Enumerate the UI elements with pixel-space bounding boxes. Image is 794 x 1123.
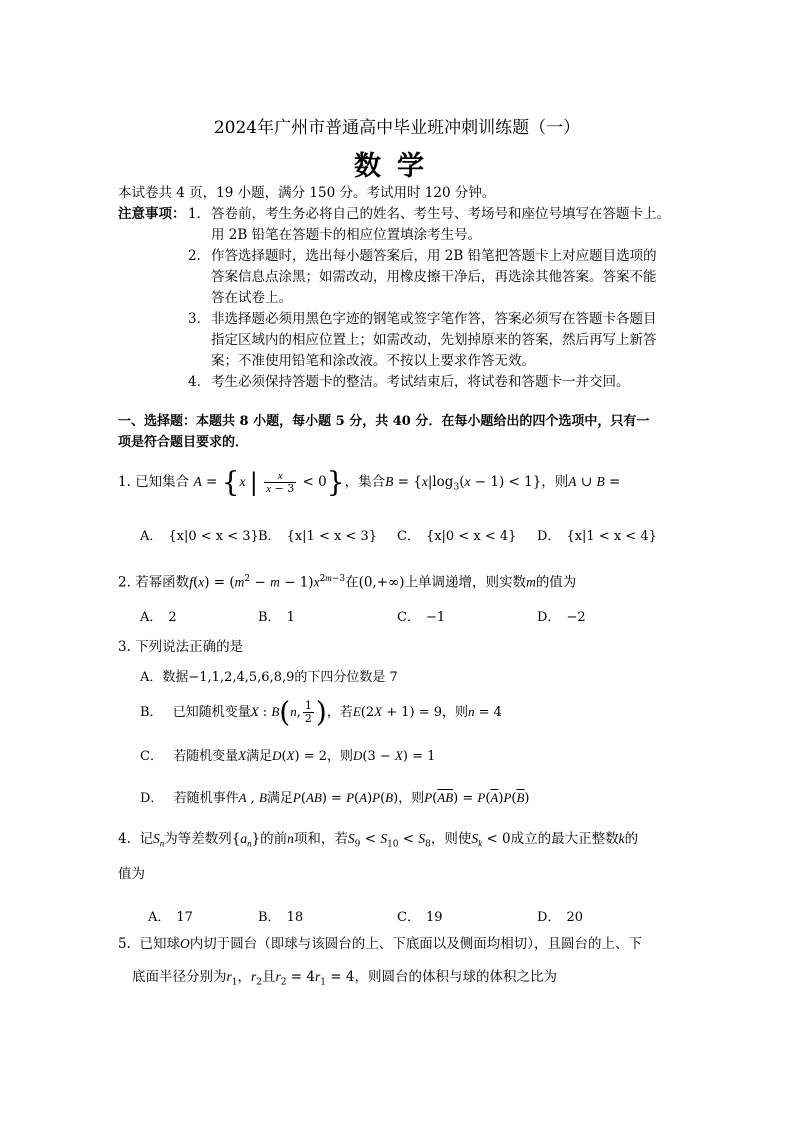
exam-summary: 本试卷共 4 页，19 小题，满分 150 分。考试用时 120 分钟。 (118, 185, 496, 201)
section-heading-line-1: 一、选择题：本题共 8 小题，每小题 5 分，共 40 分．在每小题给出的四个选项中，只有一 (118, 414, 650, 429)
question-2-option-a[interactable]: A． 2 (140, 610, 177, 625)
note-3-line-3: 案；不准使用铅笔和涂改液。不按以上要求作答无效。 (211, 353, 535, 369)
note-4-line-1: 考生必须保持答题卡的整洁。考试结束后，将试卷和答题卡一并交回。 (211, 374, 630, 390)
question-4-option-c[interactable]: C． 19 (397, 910, 443, 925)
question-2-option-c[interactable]: C． −1 (397, 610, 446, 625)
note-3-line-1: 非选择题必须用黑色字迹的钢笔或签字笔作答，答案必须写在答题卡各题目 (211, 311, 657, 327)
notes-label: 注意事项： (118, 206, 186, 222)
note-3-line-2: 指定区域内的相应位置上；如需改动，先划掉原来的答案，然后再写上新答 (211, 332, 657, 348)
question-2-stem: 2. 若幂函数$f(x) = (m^2 - m - 1)x^{2m-3}$在(0,+∞)上单调递增，则实数m的值为 (118, 573, 577, 591)
question-3-stem: 3. 下列说法正确的是 (118, 639, 244, 655)
question-1-option-a[interactable]: A． {x|0 < x < 3} (140, 529, 259, 544)
question-3-option-a[interactable]: A．数据−1,1,2,4,5,6,8,9的下四分位数是 7 (140, 670, 398, 685)
question-1-option-b[interactable]: B． {x|1 < x < 3} (258, 529, 378, 544)
note-2-line-3: 答在试卷上。 (211, 290, 292, 306)
question-4-stem-continued: 值为 (118, 866, 145, 882)
note-1-number: 1． (188, 206, 211, 222)
question-3-option-c[interactable]: C． 若随机变量X满足D(X) = 2，则D(3 − X) = 1 (140, 748, 436, 764)
question-1-option-d[interactable]: D． {x|1 < x < 4} (537, 529, 657, 544)
question-1-number: 1. (118, 474, 131, 490)
question-2-option-d[interactable]: D． −2 (537, 610, 586, 625)
subject-title: 数学 (354, 151, 440, 182)
note-2-number: 2． (188, 248, 211, 264)
note-3-number: 3． (188, 311, 211, 327)
question-5-stem: 5. 已知球O内切于圆台（即球与该圆台的上、下底面以及侧面均相切），且圆台的上、下 (118, 936, 642, 952)
question-3-option-d[interactable]: D． 若随机事件A , B满足P(AB) = P(A)P(B)，则$P(\overline{AB}) = P(\overline{A})P(\overline{B})$ (140, 790, 530, 806)
question-2-option-b[interactable]: B． 1 (258, 610, 295, 625)
question-5-stem-continued: 底面半径分别为$r_1$，$r_2$且$r_2 = 4r_1 = 4$，则圆台的体积与球的体积之比为 (132, 969, 557, 988)
note-2-line-2: 答案信息点涂黑；如需改动，用橡皮擦干净后，再选涂其他答案。答案不能 (211, 269, 657, 285)
exam-title: 2024年广州市普通高中毕业班冲刺训练题（一） (213, 118, 581, 138)
question-4-option-a[interactable]: A． 17 (148, 910, 193, 925)
question-3-option-b[interactable]: B． 已知随机变量X : B(n, $\frac{1}{2}$ )，若E(2X + 1) = 9，则n = 4 (140, 695, 502, 729)
question-4-option-b[interactable]: B． 18 (258, 910, 304, 925)
note-1-line-1: 答卷前，考生务必将自己的姓名、考生号、考场号和座位号填写在答题卡上。 (211, 206, 670, 222)
note-1-line-2: 用 2B 铅笔在答题卡的相应位置填涂考生号。 (211, 227, 482, 243)
note-2-line-1: 作答选择题时，选出每小题答案后，用 2B 铅笔把答题卡上对应题目选项的 (211, 248, 657, 264)
question-4-option-d[interactable]: D． 20 (537, 910, 583, 925)
section-heading-line-2: 项是符合题目要求的． (118, 435, 249, 450)
question-4-stem: 4. 记$S_n$为等差数列$\{a_n\}$的前n项和，若$S_9 < S_{10} < S_8$，则使$S_k < 0$成立的最大正整数k的 (118, 831, 639, 850)
question-1-option-c[interactable]: C． {x|0 < x < 4} (397, 529, 517, 544)
question-1-stem: 1. 已知集合 A = {x | $\frac{x}{x - 3}$ < 0}，集合$B = \{x|\log_3(x - 1) < 1\}$，则A ∪ B = (118, 465, 621, 499)
note-4-number: 4． (188, 374, 211, 390)
